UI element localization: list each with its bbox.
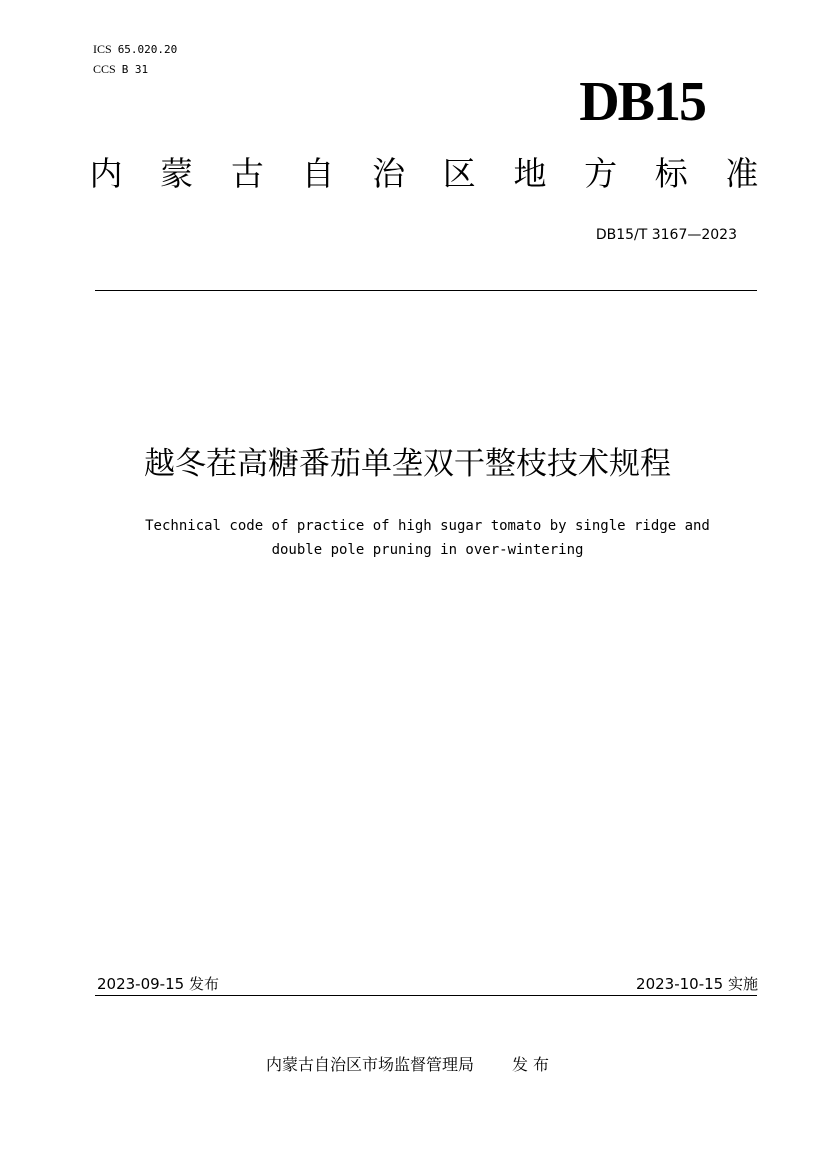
header-divider — [95, 290, 757, 291]
standard-type-char: 治 — [372, 154, 406, 193]
document-title-english — [95, 514, 760, 562]
publisher-name: 内蒙古自治区市场监督管理局 — [265, 1055, 474, 1074]
implementation-date: 2023-10-15 实施 — [636, 975, 758, 993]
ccs-value: B 31 — [121, 63, 149, 76]
standard-type-char: 蒙 — [160, 154, 194, 193]
ics-label: ICS — [93, 42, 112, 56]
release-date: 2023-09-15 发布 — [97, 975, 219, 993]
standard-type-char: 地 — [513, 154, 547, 193]
standard-type-char: 方 — [584, 154, 618, 193]
standard-type-char: 内 — [89, 154, 123, 193]
ccs-label: CCS — [93, 62, 116, 76]
title-english-line: double pole pruning in over-wintering — [271, 542, 584, 558]
ccs-code — [93, 62, 148, 77]
document-title-chinese: 越冬茬高糖番茄单垄双干整枝技术规程 — [144, 446, 671, 482]
ics-value: 65.020.20 — [117, 43, 178, 56]
publisher-line — [0, 1054, 815, 1076]
standard-type-char: 自 — [301, 154, 335, 193]
footer-divider — [95, 995, 757, 996]
standard-type-char: 准 — [725, 154, 759, 193]
title-english-line: Technical code of practice of high sugar tomato by single ridge and — [145, 518, 710, 534]
standard-type-heading — [88, 154, 760, 194]
standard-code-logo: DB15 — [579, 71, 705, 133]
standard-type-char: 区 — [442, 154, 476, 193]
standard-number: DB15/T 3167—2023 — [595, 227, 737, 243]
publish-label: 发 布 — [511, 1055, 550, 1074]
ics-code — [93, 42, 177, 57]
standard-type-char: 古 — [230, 154, 264, 193]
standard-type-char: 标 — [654, 154, 688, 193]
